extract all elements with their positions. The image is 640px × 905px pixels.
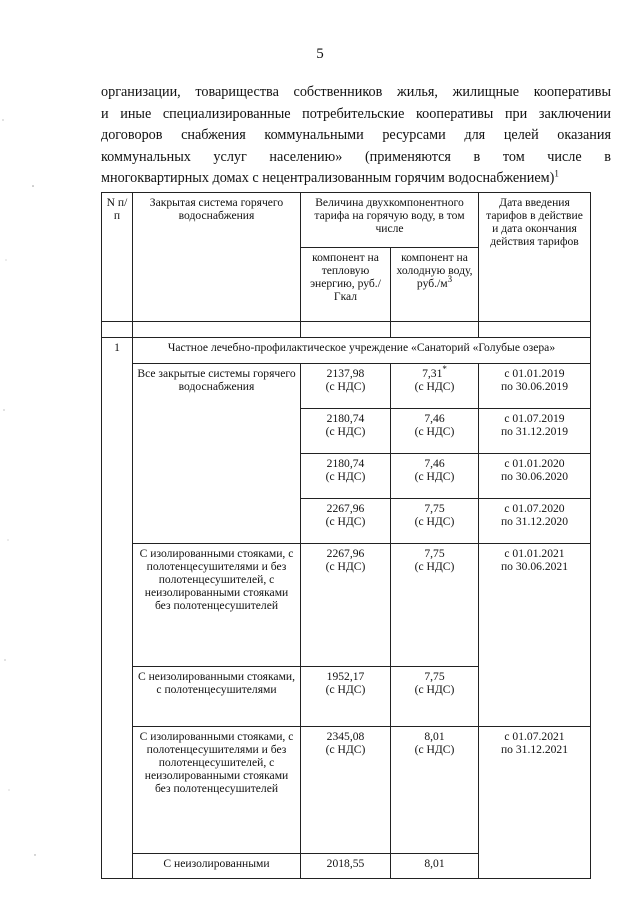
cold-value: 8,01 xyxy=(391,854,479,879)
vat-note: (с НДС) xyxy=(325,515,366,528)
group2-label: С изолированными стояками, с полотенцесушителями и без полотенцесушителей, с неизолированными стояками без полотенцесушителей xyxy=(133,544,301,667)
vat-note: (с НДС) xyxy=(414,515,455,528)
intro-line-1: организации, товарищества собственников жилья, жилищные кооперативы xyxy=(101,84,611,100)
org-name: Частное лечебно-профилактическое учреждение «Санаторий «Голубые озера» xyxy=(133,338,591,364)
date-range xyxy=(479,544,591,727)
spacer-cell xyxy=(301,322,391,338)
intro-line-5 xyxy=(101,168,611,190)
heat-value xyxy=(301,364,391,409)
heat-value xyxy=(301,667,391,727)
cold-number: 7,46 xyxy=(424,412,445,425)
spacer-cell xyxy=(133,322,301,338)
spacer-cell xyxy=(391,322,479,338)
date-from: с 01.07.2020 xyxy=(504,502,565,515)
vat-note: (с НДС) xyxy=(414,380,455,393)
group1-label: Все закрытые системы горячего водоснабжения xyxy=(133,364,301,544)
vat-note: (с НДС) xyxy=(325,683,366,696)
table-row xyxy=(102,364,591,409)
cold-value xyxy=(391,544,479,667)
date-from: с 01.01.2019 xyxy=(504,367,565,380)
cold-value xyxy=(391,727,479,854)
header-heat-component: компонент на тепловую энергию, руб./Гкал xyxy=(301,248,391,322)
intro-line-3: договоров снабжения коммунальными ресурсами для целей оказания xyxy=(101,127,611,143)
intro-paragraph xyxy=(101,82,611,190)
cold-number: 7,75 xyxy=(424,502,445,515)
header-tariff: Величина двухкомпонентного тарифа на горячую воду, в том числе xyxy=(301,193,479,248)
header-cold-component xyxy=(391,248,479,322)
date-range xyxy=(479,499,591,544)
heat-value xyxy=(301,409,391,454)
table-row xyxy=(102,544,591,667)
vat-note: (с НДС) xyxy=(414,425,455,438)
date-from: с 01.07.2021 xyxy=(504,730,565,743)
heat-value xyxy=(301,727,391,854)
table-row xyxy=(102,727,591,854)
vat-note: (с НДС) xyxy=(414,560,455,573)
intro-line-2: и иные специализированные потребительские кооперативы при заключении xyxy=(101,105,611,122)
cold-value xyxy=(391,667,479,727)
header-num: N п/п xyxy=(102,193,133,322)
vat-note: (с НДС) xyxy=(325,560,366,573)
date-to: по 30.06.2019 xyxy=(500,380,569,393)
scan-margin-noise xyxy=(0,0,40,905)
heat-value xyxy=(301,454,391,499)
vat-note: (с НДС) xyxy=(325,743,366,756)
intro-line-4: коммунальных услуг населению» (применяются в том числе в xyxy=(101,148,611,165)
group4-label: С изолированными стояками, с полотенцесушителями и без полотенцесушителей, с неизолированными стояками без полотенцесушителей xyxy=(133,727,301,854)
vat-note: (с НДС) xyxy=(325,380,366,393)
cold-value xyxy=(391,364,479,409)
group3-label: С неизолированными стояками, с полотенцесушителями xyxy=(133,667,301,727)
org-number: 1 xyxy=(102,338,133,879)
page-number: 5 xyxy=(316,46,324,62)
org-row xyxy=(102,338,591,364)
date-range xyxy=(479,409,591,454)
vat-note: (с НДС) xyxy=(325,425,366,438)
cold-number: 7,31 xyxy=(422,367,443,380)
heat-number: 2180,74 xyxy=(326,457,365,470)
date-from: с 01.07.2019 xyxy=(504,412,565,425)
header-dates: Дата введения тарифов в действие и дата окончания действия тарифов xyxy=(479,193,591,322)
cold-value xyxy=(391,409,479,454)
spacer-row xyxy=(102,322,591,338)
date-to: по 30.06.2021 xyxy=(500,560,569,573)
group5-label: С неизолированными xyxy=(133,854,301,879)
date-from: с 01.01.2021 xyxy=(504,547,565,560)
asterisk-mark: * xyxy=(442,364,447,375)
date-to: по 31.12.2021 xyxy=(500,743,569,756)
tariff-table xyxy=(101,192,591,879)
vat-note: (с НДС) xyxy=(414,683,455,696)
date-range xyxy=(479,727,591,879)
heat-value xyxy=(301,544,391,667)
heat-value: 2018,55 xyxy=(301,854,391,879)
vat-note: (с НДС) xyxy=(414,470,455,483)
heat-number: 2267,96 xyxy=(326,547,365,560)
table-header-row xyxy=(102,193,591,248)
heat-number: 2137,98 xyxy=(326,367,365,380)
vat-note: (с НДС) xyxy=(325,470,366,483)
intro-line-5-text: многоквартирных домах с нецентрализованным горячим водоснабжением) xyxy=(101,170,555,186)
date-range xyxy=(479,454,591,499)
heat-number: 2345,08 xyxy=(326,730,365,743)
cold-number: 8,01 xyxy=(424,730,445,743)
vat-note: (с НДС) xyxy=(414,743,455,756)
cold-value xyxy=(391,454,479,499)
header-cold-sup: 3 xyxy=(447,274,453,285)
date-to: по 30.06.2020 xyxy=(500,470,569,483)
header-system: Закрытая система горячего водоснабжения xyxy=(133,193,301,322)
date-range xyxy=(479,364,591,409)
date-from: с 01.01.2020 xyxy=(504,457,565,470)
heat-value xyxy=(301,499,391,544)
date-to: по 31.12.2019 xyxy=(500,425,569,438)
cold-number: 7,75 xyxy=(424,670,445,683)
heat-number: 2180,74 xyxy=(326,412,365,425)
footnote-mark: 1 xyxy=(554,168,559,179)
spacer-cell xyxy=(102,322,133,338)
cold-value xyxy=(391,499,479,544)
date-to: по 31.12.2020 xyxy=(500,515,569,528)
heat-number: 2267,96 xyxy=(326,502,365,515)
header-cold-text: компонент на холодную воду, руб./м xyxy=(396,251,473,290)
spacer-cell xyxy=(479,322,591,338)
cold-number: 7,46 xyxy=(424,457,445,470)
cold-number: 7,75 xyxy=(424,547,445,560)
heat-number: 1952,17 xyxy=(326,670,365,683)
